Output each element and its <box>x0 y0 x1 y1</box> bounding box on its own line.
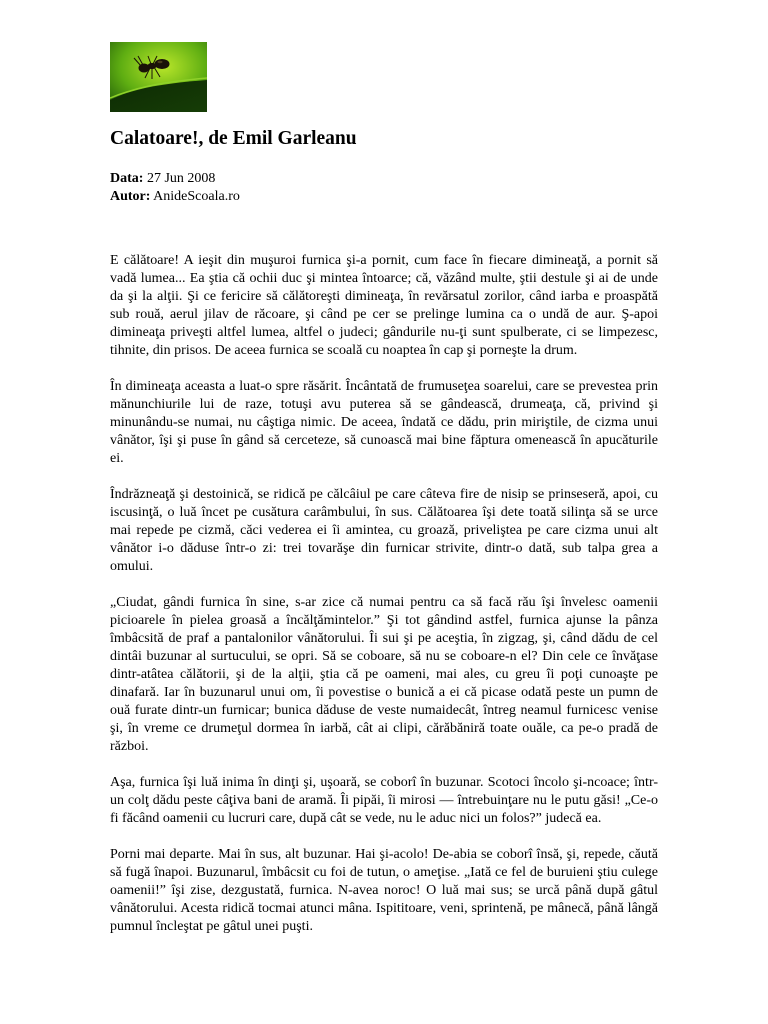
article-body <box>110 252 658 954</box>
article-title: Calatoare!, de Emil Garleanu <box>110 128 357 149</box>
date-label: Data: <box>110 171 144 186</box>
paragraph: E călătoare! A ieşit din muşuroi furnica şi-a pornit, cum face în fiecare dimineaţă, a pornit să vadă lumea... Ea ştia că ochii duc şi mintea întoarce; că, văzând multe, ştii destule şi ai de unde da şi la alţii. Şi ce fericire să călătoreşti dimineaţa, în revărsatul zorilor, când iarba e proaspătă sub rouă, aerul jilav de răcoare, şi când pe cer se prelinge lumina ca o undă de aur. Ş-apoi dimineaţa priveşti altfel lumea, altfel o judeci; gândurile nu-ţi sunt spulberate, ci se limpezesc, tihnite, din prisos. De aceea furnica se scoală cu noaptea în cap şi porneşte la drum. <box>110 253 658 358</box>
ant-photo <box>110 42 207 112</box>
author-label: Autor: <box>110 189 151 204</box>
ant-on-leaf-image <box>110 42 207 112</box>
paragraph: Porni mai departe. Mai în sus, alt buzunar. Hai şi-acolo! De-abia se coborî însă, şi, repede, căută să fugă înapoi. Buzunarul, îmbâcsit cu foi de tutun, o ameţise. „Iată ce fel de buruieni ştiu culege oamenii!” îşi zise, dezgustată, furnica. N-avea noroc! O luă mai sus; se urcă până după gâtul vânătorului. Acesta ridică tocmai atunci mâna. Ispititoare, veni, sprintenă, pe mânecă, până lângă pumnul încleştat pe gâtul unei puşti. <box>110 847 658 934</box>
article-meta <box>110 170 240 206</box>
author-line <box>110 188 240 206</box>
author-value: AnideScoala.ro <box>153 189 240 204</box>
paragraph: Îndrăzneaţă şi destoinică, se ridică pe călcâiul pe care câteva fire de nisip se prinseseră, apoi, cu iscusinţă, o luă încet pe cusătura carâmbului, în sus. Călătoarea îşi dete toată silinţa să se urce mai repede pe cizmă, căci vederea ei îi amintea, cu groază, priveliştea pe care cizma unui alt vânător i-o dăduse într-o zi: trei tovarăşe din furnicar strivite, dintr-o dată, sub talpa grea a omului. <box>110 487 658 574</box>
date-line <box>110 170 240 188</box>
date-value: 27 Jun 2008 <box>146 171 216 186</box>
paragraph: „Ciudat, gândi furnica în sine, s-ar zice că numai pentru ca să facă rău îşi învelesc oamenii picioarele în pielea groasă a încălţămintelor.” Şi tot gândind astfel, furnica ajunse la pânza îmbâcsită de praf a pantalonilor vânătorului. Îi sui şi pe aceştia, în zigzag, şi, când dădu de cel dintâi buzunar al surtucului, se opri. Să se coboare, să nu se coboare-n el? Din cele ce învăţase dintr-atâtea călătorii, şi de la alţii, ştia că pe oameni, mai ales, cu greu îi poţi cunoaşte pe dinafară. Iar în buzunarul unui om, îi povestise o bunică a ei că picase odată peste un pumn de ouă furate dintr-un furnicar; bunica dăduse de veste numaidecât, întreg neamul furnicesc venise şi, în vreme ce drumeţul dormea în iarbă, cât ai clipi, cărăbăniră toate ouăle, ca pe-o pradă de război. <box>110 595 658 754</box>
paragraph: În dimineaţa aceasta a luat-o spre răsărit. Încântată de frumuseţea soarelui, care se prevestea prin mănunchiurile lui de raze, totuşi avu puterea să se gândească, drumeaţa, că, privind şi minunându-se numai, nu câştiga nimic. De aceea, îndată ce dădu, prin miriştile, de cizma unui vânător, îşi şi puse în gând să cerceteze, să cunoască mai bine făptura omenească în apucăturile ei. <box>110 379 658 466</box>
paragraph: Aşa, furnica îşi luă inima în dinţi şi, uşoară, se coborî în buzunar. Scotoci încolo şi-ncoace; într-un colţ dădu peste câţiva bani de aramă. Îi pipăi, îi mirosi — întrebuinţare nu le putu găsi! „Ce-o fi făcând oamenii cu lucruri care, după cât se vede, nu le aduc nici un folos?” judecă ea. <box>110 775 658 826</box>
